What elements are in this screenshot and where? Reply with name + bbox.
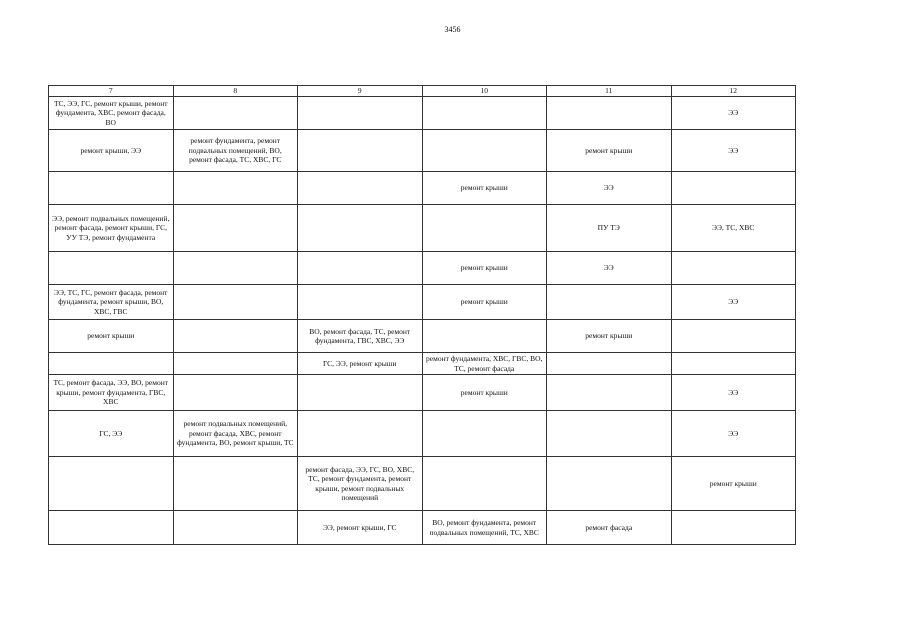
- table-cell: [49, 457, 174, 511]
- table-cell: [547, 285, 672, 320]
- table-cell: ремонт фасада, ЭЭ, ГС, ВО, ХВС, ТС, ремонт фундамента, ремонт крыши, ремонт подвальных помещений: [298, 457, 423, 511]
- table-cell: [298, 252, 423, 285]
- table-cell: ГС, ЭЭ: [49, 411, 174, 457]
- table-cell: [671, 252, 796, 285]
- table-cell: [298, 205, 423, 252]
- column-header: 7: [49, 86, 174, 97]
- table-cell: [422, 457, 547, 511]
- table-cell: ЭЭ, ремонт подвальных помещений, ремонт фасада, ремонт крыши, ГС, УУ ТЭ, ремонт фундамента: [49, 205, 174, 252]
- table-cell: [671, 172, 796, 205]
- table-cell: [547, 97, 672, 130]
- table-cell: ЭЭ: [547, 252, 672, 285]
- table-cell: [671, 320, 796, 353]
- table-cell: [298, 375, 423, 411]
- table-cell: [422, 320, 547, 353]
- table-cell: [173, 172, 298, 205]
- table-cell: [173, 205, 298, 252]
- table-row: [49, 320, 796, 353]
- table-cell: ремонт подвальных помещений, ремонт фасада, ХВС, ремонт фундамента, ВО, ремонт крыши, ТС: [173, 411, 298, 457]
- table-row: [49, 457, 796, 511]
- table-cell: [173, 97, 298, 130]
- table-cell: ремонт крыши: [422, 375, 547, 411]
- table-cell: [49, 172, 174, 205]
- table-cell: ремонт крыши: [547, 130, 672, 172]
- table-row: [49, 353, 796, 375]
- table-cell: ремонт крыши, ЭЭ: [49, 130, 174, 172]
- table-cell: [298, 411, 423, 457]
- table-cell: [547, 353, 672, 375]
- table-cell: [422, 205, 547, 252]
- column-header: 12: [671, 86, 796, 97]
- table-cell: ТС, ЭЭ, ГС, ремонт крыши, ремонт фундамента, ХВС, ремонт фасада, ВО: [49, 97, 174, 130]
- table-cell: ремонт фундамента, ХВС, ГВС, ВО, ТС, ремонт фасада: [422, 353, 547, 375]
- table-cell: ГС, ЭЭ, ремонт крыши: [298, 353, 423, 375]
- table-cell: ПУ ТЭ: [547, 205, 672, 252]
- table-cell: [173, 320, 298, 353]
- table-cell: ЭЭ: [671, 411, 796, 457]
- table-cell: ТС, ремонт фасада, ЭЭ, ВО, ремонт крыши, ремонт фундамента, ГВС, ХВС: [49, 375, 174, 411]
- table-cell: ремонт крыши: [422, 172, 547, 205]
- table-row: [49, 130, 796, 172]
- table-cell: ВО, ремонт фундамента, ремонт подвальных помещений, ТС, ХВС: [422, 511, 547, 545]
- table-cell: ЭЭ: [671, 130, 796, 172]
- table-cell: [173, 511, 298, 545]
- table-cell: ЭЭ: [547, 172, 672, 205]
- table-cell: ЭЭ, ТС, ГС, ремонт фасада, ремонт фундамента, ремонт крыши, ВО, ХВС, ГВС: [49, 285, 174, 320]
- table-cell: [298, 285, 423, 320]
- page-number: 3456: [444, 25, 461, 34]
- table-cell: [298, 172, 423, 205]
- table-cell: [173, 252, 298, 285]
- table-cell: [298, 130, 423, 172]
- table-cell: ремонт фундамента, ремонт подвальных помещений, ВО, ремонт фасада, ТС, ХВС, ГС: [173, 130, 298, 172]
- table-cell: [547, 375, 672, 411]
- table-cell: ремонт крыши: [422, 252, 547, 285]
- table-cell: [422, 411, 547, 457]
- table-cell: [173, 353, 298, 375]
- table-cell: ремонт крыши: [422, 285, 547, 320]
- table-cell: [422, 97, 547, 130]
- table-row: [49, 411, 796, 457]
- table-cell: ЭЭ: [671, 375, 796, 411]
- table-row: [49, 252, 796, 285]
- table-cell: ЭЭ, ТС, ХВС: [671, 205, 796, 252]
- table-cell: [173, 285, 298, 320]
- column-header: 8: [173, 86, 298, 97]
- header-row: [49, 86, 796, 97]
- table-cell: [173, 457, 298, 511]
- table-cell: [49, 353, 174, 375]
- table-cell: ремонт фасада: [547, 511, 672, 545]
- table-row: [49, 205, 796, 252]
- table-cell: [547, 411, 672, 457]
- table-cell: [671, 511, 796, 545]
- table-cell: ремонт крыши: [49, 320, 174, 353]
- table-cell: [49, 511, 174, 545]
- table-cell: ВО, ремонт фасада, ТС, ремонт фундамента, ГВС, ХВС, ЭЭ: [298, 320, 423, 353]
- table-cell: ЭЭ: [671, 97, 796, 130]
- table-cell: ремонт крыши: [547, 320, 672, 353]
- table-cell: [173, 375, 298, 411]
- column-header: 9: [298, 86, 423, 97]
- table-row: [49, 97, 796, 130]
- table-row: [49, 285, 796, 320]
- table-row: [49, 375, 796, 411]
- table-row: [49, 511, 796, 545]
- table-cell: [671, 353, 796, 375]
- table-cell: [49, 252, 174, 285]
- table-cell: ремонт крыши: [671, 457, 796, 511]
- table-cell: ЭЭ, ремонт крыши, ГС: [298, 511, 423, 545]
- table-cell: [422, 130, 547, 172]
- table-row: [49, 172, 796, 205]
- table-cell: [298, 97, 423, 130]
- table-cell: [547, 457, 672, 511]
- table-cell: ЭЭ: [671, 285, 796, 320]
- repair-schedule-table: [48, 85, 796, 545]
- column-header: 10: [422, 86, 547, 97]
- column-header: 11: [547, 86, 672, 97]
